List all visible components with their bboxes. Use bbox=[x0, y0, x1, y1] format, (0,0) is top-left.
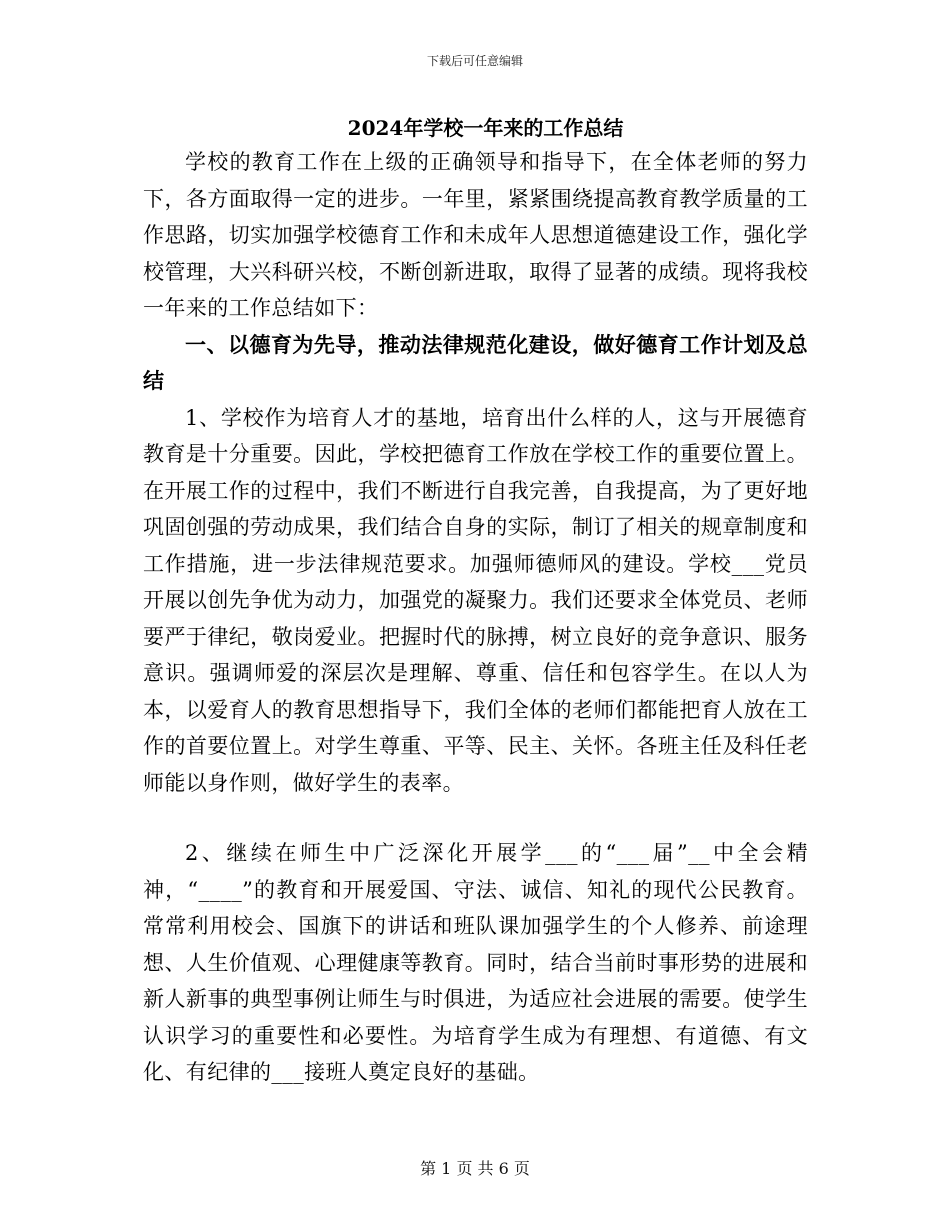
document-body bbox=[143, 112, 808, 1091]
paragraph-2: 2、继续在师生中广泛深化开展学___的“___届”__中全会精神，“____”的教育和开展爱国、守法、诚信、知礼的现代公民教育。常常利用校会、国旗下的讲话和班队课加强学生的个人修养、前途理想、人生价值观、心理健康等教育。同时，结合当前时事形势的进展和新人新事的典型事例让师生与时俱进，为适应社会进展的需要。使学生认识学习的重要性和必要性。为培育学生成为有理想、有道德、有文化、有纪律的___接班人奠定良好的基础。 bbox=[143, 841, 808, 1084]
page-footer: 第 1 页 共 6 页 bbox=[420, 1159, 530, 1178]
header-note: 下载后可任意编辑 bbox=[426, 54, 523, 68]
document-title: 2024年学校一年来的工作总结 bbox=[347, 116, 624, 140]
paragraph-gap bbox=[143, 801, 808, 835]
paragraph-1: 1、学校作为培育人才的基地，培育出什么样的人，这与开展德育教育是十分重要。因此，学校把德育工作放在学校工作的重要位置上。在开展工作的过程中，我们不断进行自我完善，自我提高，为了更好地巩固创强的劳动成果，我们结合自身的实际，制订了相关的规章制度和工作措施，进一步法律规范要求。加强师德师风的建设。学校___党员开展以创先争优为动力，加强党的凝聚力。我们还要求全体党员、老师要严于律纪，敬岗爱业。把握时代的脉搏，树立良好的竞争意识、服务意识。强调师爱的深层次是理解、尊重、信任和包容学生。在以人为本，以爱育人的教育思想指导下，我们全体的老师们都能把育人放在工作的首要位置上。对学生尊重、平等、民主、关怀。各班主任及科任老师能以身作则，做好学生的表率。 bbox=[143, 405, 808, 795]
intro-paragraph: 学校的教育工作在上级的正确领导和指导下，在全体老师的努力下，各方面取得一定的进步。一年里，紧紧围绕提高教育教学质量的工作思路，切实加强学校德育工作和未成年人思想道德建设工作，强化学校管理，大兴科研兴校，不断创新进取，取得了显著的成绩。现将我校一年来的工作总结如下： bbox=[143, 150, 808, 320]
section-heading: 一、以德育为先导，推动法律规范化建设，做好德育工作计划及总结 bbox=[143, 331, 808, 393]
